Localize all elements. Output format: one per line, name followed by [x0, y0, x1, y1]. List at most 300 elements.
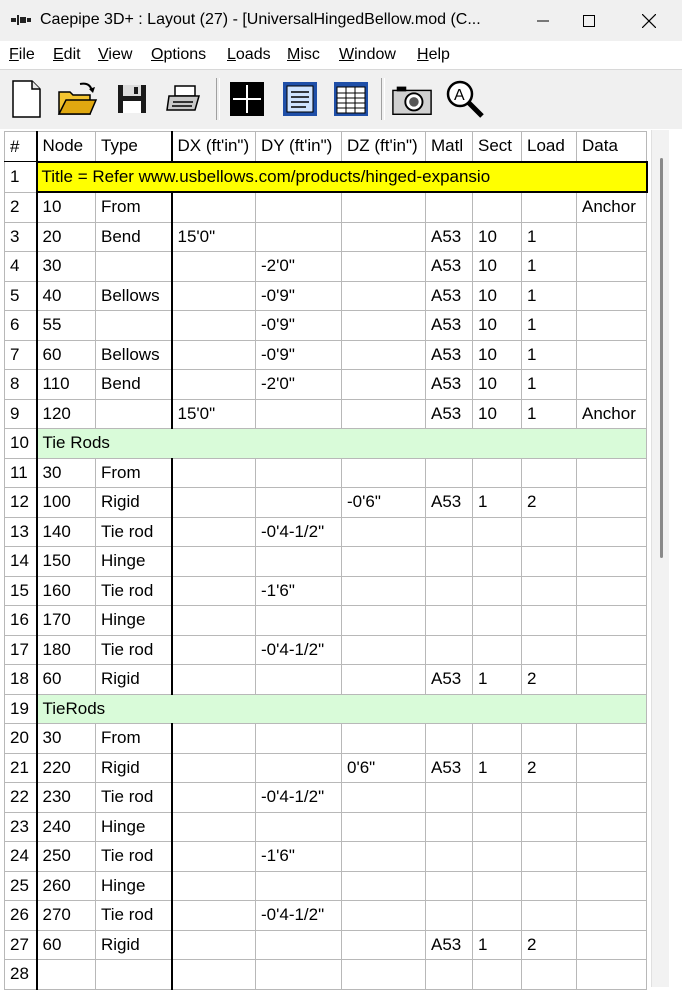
table-row: [5, 812, 647, 842]
cell-data[interactable]: [577, 606, 647, 636]
cell-type[interactable]: Rigid: [96, 665, 172, 695]
cell-sect[interactable]: 1: [473, 930, 522, 960]
cell-dy[interactable]: [256, 547, 342, 577]
cell-dx[interactable]: [172, 753, 256, 783]
cell-dz[interactable]: [342, 576, 426, 606]
cell-dz[interactable]: [342, 901, 426, 931]
cell-dy[interactable]: [256, 724, 342, 754]
cell-type[interactable]: Tie rod: [96, 783, 172, 813]
cell-node[interactable]: 260: [37, 871, 96, 901]
cell-matl[interactable]: A53: [426, 222, 473, 252]
cell-dy[interactable]: -1'6": [256, 576, 342, 606]
snapshot-button[interactable]: [391, 76, 433, 122]
table-row: [5, 635, 647, 665]
row-number: 4: [5, 252, 37, 282]
row-number: 28: [5, 960, 37, 990]
cell-type[interactable]: [96, 399, 172, 429]
cell-type[interactable]: [96, 311, 172, 341]
cell-matl[interactable]: A53: [426, 930, 473, 960]
cell-dx[interactable]: [172, 458, 256, 488]
cell-dy[interactable]: [256, 488, 342, 518]
new-file-button[interactable]: [5, 76, 47, 122]
cell-node[interactable]: 100: [37, 488, 96, 518]
cell-dx[interactable]: [172, 281, 256, 311]
row-number: 16: [5, 606, 37, 636]
cell-dz[interactable]: [342, 399, 426, 429]
cell-type[interactable]: Rigid: [96, 753, 172, 783]
cell-data[interactable]: [577, 458, 647, 488]
cell-node[interactable]: 230: [37, 783, 96, 813]
cell-data[interactable]: [577, 547, 647, 577]
cell-dy[interactable]: -0'9": [256, 281, 342, 311]
cell-sect[interactable]: 10: [473, 281, 522, 311]
cell-node[interactable]: 110: [37, 370, 96, 400]
cell-dx[interactable]: [172, 517, 256, 547]
cell-load[interactable]: [522, 635, 577, 665]
cell-dz[interactable]: [342, 960, 426, 990]
cell-dy[interactable]: [256, 960, 342, 990]
cell-node[interactable]: 30: [37, 724, 96, 754]
cell-matl[interactable]: [426, 960, 473, 990]
cell-node[interactable]: 40: [37, 281, 96, 311]
table-row: [5, 547, 647, 577]
cell-dz[interactable]: [342, 252, 426, 282]
table-row: [5, 222, 647, 252]
cell-node[interactable]: 250: [37, 842, 96, 872]
cell-type[interactable]: Bellows: [96, 340, 172, 370]
cell-dx[interactable]: [172, 930, 256, 960]
table-row: [5, 576, 647, 606]
cell-type[interactable]: Tie rod: [96, 842, 172, 872]
cell-load[interactable]: 1: [522, 399, 577, 429]
vertical-scrollbar[interactable]: [651, 130, 669, 987]
cell-dx[interactable]: [172, 665, 256, 695]
cell-matl[interactable]: A53: [426, 399, 473, 429]
table-row: [5, 606, 647, 636]
close-button[interactable]: [626, 0, 672, 41]
cell-data[interactable]: [577, 370, 647, 400]
scrollbar-thumb[interactable]: [660, 158, 663, 558]
cell-dy[interactable]: -0'9": [256, 340, 342, 370]
cell-dy[interactable]: [256, 665, 342, 695]
cell-dx[interactable]: [172, 783, 256, 813]
cell-matl[interactable]: [426, 842, 473, 872]
table-row: [5, 488, 647, 518]
row-number: 10: [5, 429, 37, 459]
cell-sect[interactable]: 1: [473, 665, 522, 695]
menu-file[interactable]: File: [9, 46, 35, 63]
col-header-node[interactable]: Node: [37, 132, 96, 162]
table-row: [5, 960, 647, 990]
cell-sect[interactable]: 10: [473, 311, 522, 341]
cell-dy[interactable]: -0'4-1/2": [256, 517, 342, 547]
cell-load[interactable]: [522, 960, 577, 990]
cell-matl[interactable]: A53: [426, 311, 473, 341]
cell-sect[interactable]: 1: [473, 753, 522, 783]
cell-sect[interactable]: [473, 635, 522, 665]
cell-load[interactable]: 1: [522, 370, 577, 400]
cell-dz[interactable]: [342, 842, 426, 872]
col-header-data[interactable]: Data: [577, 132, 647, 162]
cell-node[interactable]: 60: [37, 340, 96, 370]
cell-load[interactable]: [522, 547, 577, 577]
svg-text:A: A: [454, 87, 465, 104]
layout-table: [4, 131, 648, 990]
cell-load[interactable]: 2: [522, 753, 577, 783]
cell-load[interactable]: 1: [522, 340, 577, 370]
cell-sect[interactable]: [473, 547, 522, 577]
cell-dy[interactable]: -1'6": [256, 842, 342, 872]
cell-dz[interactable]: [342, 665, 426, 695]
cell-load[interactable]: [522, 842, 577, 872]
cell-load[interactable]: 2: [522, 930, 577, 960]
cell-data[interactable]: [577, 281, 647, 311]
cell-node[interactable]: 120: [37, 399, 96, 429]
cell-load[interactable]: 1: [522, 311, 577, 341]
cell-load[interactable]: [522, 606, 577, 636]
menu-misc[interactable]: Misc: [287, 46, 320, 63]
close-icon: [642, 14, 656, 28]
cell-sect[interactable]: [473, 576, 522, 606]
cell-matl[interactable]: [426, 606, 473, 636]
cell-dz[interactable]: [342, 930, 426, 960]
cell-matl[interactable]: [426, 724, 473, 754]
row-number: 14: [5, 547, 37, 577]
row-number: 26: [5, 901, 37, 931]
menu-view[interactable]: View: [98, 46, 133, 63]
cell-node[interactable]: 30: [37, 458, 96, 488]
cell-matl[interactable]: [426, 901, 473, 931]
layout-view-button[interactable]: [226, 76, 268, 122]
cell-type[interactable]: From: [96, 192, 172, 222]
cell-data[interactable]: Anchor: [577, 192, 647, 222]
cell-sect[interactable]: 10: [473, 340, 522, 370]
cell-dz[interactable]: [342, 724, 426, 754]
cell-load[interactable]: 1: [522, 281, 577, 311]
cell-data[interactable]: [577, 842, 647, 872]
cell-matl[interactable]: [426, 812, 473, 842]
cell-node[interactable]: 60: [37, 930, 96, 960]
open-file-button[interactable]: [56, 76, 98, 122]
cell-dy[interactable]: [256, 399, 342, 429]
menu-loads[interactable]: Loads: [227, 46, 271, 63]
cell-dy[interactable]: [256, 930, 342, 960]
row-number: 23: [5, 812, 37, 842]
cell-matl[interactable]: [426, 783, 473, 813]
cell-data[interactable]: [577, 783, 647, 813]
cell-node[interactable]: 150: [37, 547, 96, 577]
cell-sect[interactable]: [473, 842, 522, 872]
cell-node[interactable]: 270: [37, 901, 96, 931]
cell-dz[interactable]: [342, 547, 426, 577]
cell-load[interactable]: [522, 517, 577, 547]
cell-sect[interactable]: [473, 871, 522, 901]
cell-sect[interactable]: [473, 517, 522, 547]
cell-node[interactable]: 20: [37, 222, 96, 252]
cell-node[interactable]: 10: [37, 192, 96, 222]
cell-load[interactable]: 1: [522, 222, 577, 252]
cell-type[interactable]: Bend: [96, 370, 172, 400]
cell-load[interactable]: [522, 901, 577, 931]
col-header-load[interactable]: Load: [522, 132, 577, 162]
title-cell[interactable]: Title = Refer www.usbellows.com/products/hinged-expansio: [37, 162, 647, 193]
cell-node[interactable]: 170: [37, 606, 96, 636]
cell-sect[interactable]: [473, 960, 522, 990]
row-number: 15: [5, 576, 37, 606]
cell-dx[interactable]: [172, 311, 256, 341]
table-row: [5, 252, 647, 282]
cell-matl[interactable]: [426, 517, 473, 547]
cell-dy[interactable]: [256, 753, 342, 783]
cell-dz[interactable]: [342, 606, 426, 636]
cell-sect[interactable]: [473, 192, 522, 222]
cell-data[interactable]: [577, 311, 647, 341]
cell-dx[interactable]: [172, 871, 256, 901]
row-number: 8: [5, 370, 37, 400]
row-number: 19: [5, 694, 37, 724]
cell-data[interactable]: [577, 665, 647, 695]
cell-type[interactable]: From: [96, 458, 172, 488]
cell-matl[interactable]: [426, 192, 473, 222]
cell-node[interactable]: 55: [37, 311, 96, 341]
cell-load[interactable]: [522, 871, 577, 901]
cell-data[interactable]: [577, 871, 647, 901]
cell-data[interactable]: [577, 635, 647, 665]
caepipe-app-icon[interactable]: [10, 12, 32, 28]
cell-dz[interactable]: [342, 281, 426, 311]
cell-matl[interactable]: A53: [426, 340, 473, 370]
cell-load[interactable]: [522, 812, 577, 842]
cell-data[interactable]: [577, 252, 647, 282]
cell-matl[interactable]: A53: [426, 488, 473, 518]
cell-dx[interactable]: [172, 842, 256, 872]
table-row: [5, 517, 647, 547]
cell-load[interactable]: [522, 783, 577, 813]
col-header-dx[interactable]: DX (ft'in"): [172, 132, 256, 162]
cell-matl[interactable]: [426, 458, 473, 488]
cell-data[interactable]: [577, 724, 647, 754]
cell-matl[interactable]: A53: [426, 753, 473, 783]
cell-dz[interactable]: [342, 311, 426, 341]
list-view-button[interactable]: [279, 76, 321, 122]
cell-dy[interactable]: [256, 222, 342, 252]
cell-data[interactable]: [577, 960, 647, 990]
cell-dy[interactable]: -2'0": [256, 252, 342, 282]
cell-dz[interactable]: 0'6": [342, 753, 426, 783]
minimize-button[interactable]: [520, 0, 566, 41]
menu-options[interactable]: Options: [151, 46, 207, 63]
header-row: [5, 132, 647, 162]
cell-dy[interactable]: [256, 192, 342, 222]
cell-dx[interactable]: [172, 340, 256, 370]
save-disk-icon: [115, 82, 149, 116]
cell-dx[interactable]: [172, 960, 256, 990]
cell-dy[interactable]: -0'4-1/2": [256, 901, 342, 931]
cell-dz[interactable]: [342, 370, 426, 400]
cell-type[interactable]: Hinge: [96, 606, 172, 636]
cell-matl[interactable]: A53: [426, 281, 473, 311]
cell-dx[interactable]: [172, 488, 256, 518]
cell-dx[interactable]: [172, 901, 256, 931]
save-button[interactable]: [111, 76, 153, 122]
comment-cell[interactable]: TieRods: [37, 694, 647, 724]
cell-dz[interactable]: [342, 340, 426, 370]
title-bar: [0, 0, 682, 41]
cell-dx[interactable]: [172, 606, 256, 636]
cell-type[interactable]: Hinge: [96, 871, 172, 901]
cell-data[interactable]: [577, 576, 647, 606]
cell-sect[interactable]: 10: [473, 252, 522, 282]
cell-type[interactable]: Bend: [96, 222, 172, 252]
cell-dx[interactable]: [172, 370, 256, 400]
cell-sect[interactable]: [473, 606, 522, 636]
find-button[interactable]: [444, 76, 486, 122]
menu-help[interactable]: Help: [417, 46, 450, 63]
cell-dx[interactable]: [172, 252, 256, 282]
cell-dy[interactable]: [256, 606, 342, 636]
cell-data[interactable]: [577, 340, 647, 370]
cell-data[interactable]: [577, 901, 647, 931]
row-number: 21: [5, 753, 37, 783]
cell-dx[interactable]: [172, 576, 256, 606]
table-row: [5, 783, 647, 813]
cell-data[interactable]: [577, 517, 647, 547]
cell-type[interactable]: Rigid: [96, 930, 172, 960]
cell-load[interactable]: 2: [522, 488, 577, 518]
cell-matl[interactable]: [426, 635, 473, 665]
cell-node[interactable]: 220: [37, 753, 96, 783]
menu-edit[interactable]: Edit: [53, 46, 81, 63]
cell-dz[interactable]: [342, 517, 426, 547]
cell-sect[interactable]: [473, 458, 522, 488]
toolbar-separator: [381, 78, 385, 120]
col-header-dz[interactable]: DZ (ft'in"): [342, 132, 426, 162]
cell-node[interactable]: 240: [37, 812, 96, 842]
minimize-icon: [537, 15, 549, 27]
cell-load[interactable]: [522, 724, 577, 754]
title-row: [5, 162, 647, 193]
cell-data[interactable]: [577, 930, 647, 960]
cell-dx[interactable]: [172, 812, 256, 842]
comment-cell[interactable]: Tie Rods: [37, 429, 647, 459]
cell-type[interactable]: Tie rod: [96, 517, 172, 547]
cell-type[interactable]: [96, 960, 172, 990]
col-header-type[interactable]: Type: [96, 132, 172, 162]
cell-matl[interactable]: A53: [426, 665, 473, 695]
table-view-button[interactable]: [330, 76, 372, 122]
cell-sect[interactable]: [473, 724, 522, 754]
cell-load[interactable]: [522, 576, 577, 606]
cell-dy[interactable]: -2'0": [256, 370, 342, 400]
cell-dy[interactable]: [256, 812, 342, 842]
cell-dz[interactable]: [342, 458, 426, 488]
col-header-dy[interactable]: DY (ft'in"): [256, 132, 342, 162]
cell-dy[interactable]: -0'9": [256, 311, 342, 341]
row-number: 22: [5, 783, 37, 813]
cell-data[interactable]: [577, 753, 647, 783]
cell-node[interactable]: 140: [37, 517, 96, 547]
cell-sect[interactable]: [473, 812, 522, 842]
cell-dx[interactable]: [172, 635, 256, 665]
cell-node[interactable]: 160: [37, 576, 96, 606]
cell-dx[interactable]: 15'0": [172, 399, 256, 429]
col-header-number[interactable]: #: [5, 132, 37, 162]
cell-matl[interactable]: [426, 576, 473, 606]
cell-dx[interactable]: 15'0": [172, 222, 256, 252]
table-row: [5, 281, 647, 311]
cell-dy[interactable]: -0'4-1/2": [256, 635, 342, 665]
cell-data[interactable]: [577, 812, 647, 842]
maximize-button[interactable]: [566, 0, 612, 41]
row-number: 6: [5, 311, 37, 341]
cell-dx[interactable]: [172, 192, 256, 222]
cell-node[interactable]: 30: [37, 252, 96, 282]
cell-data[interactable]: [577, 488, 647, 518]
cell-type[interactable]: Rigid: [96, 488, 172, 518]
cell-sect[interactable]: [473, 901, 522, 931]
cell-matl[interactable]: [426, 547, 473, 577]
cell-dy[interactable]: [256, 458, 342, 488]
cell-node[interactable]: [37, 960, 96, 990]
cell-dz[interactable]: [342, 635, 426, 665]
col-header-sect[interactable]: Sect: [473, 132, 522, 162]
table-row: [5, 930, 647, 960]
row-number: 2: [5, 192, 37, 222]
row-number: 11: [5, 458, 37, 488]
cell-dz[interactable]: [342, 192, 426, 222]
cell-sect[interactable]: 10: [473, 222, 522, 252]
cell-type[interactable]: Tie rod: [96, 635, 172, 665]
cell-type[interactable]: [96, 252, 172, 282]
cell-type[interactable]: Hinge: [96, 547, 172, 577]
cell-dz[interactable]: [342, 812, 426, 842]
cell-type[interactable]: Tie rod: [96, 576, 172, 606]
cell-sect[interactable]: 10: [473, 370, 522, 400]
cell-dz[interactable]: [342, 222, 426, 252]
cell-dx[interactable]: [172, 547, 256, 577]
cell-dz[interactable]: -0'6": [342, 488, 426, 518]
cell-data[interactable]: Anchor: [577, 399, 647, 429]
cell-dy[interactable]: -0'4-1/2": [256, 783, 342, 813]
cell-dz[interactable]: [342, 783, 426, 813]
cell-sect[interactable]: 10: [473, 399, 522, 429]
cell-data[interactable]: [577, 222, 647, 252]
cell-dz[interactable]: [342, 871, 426, 901]
cell-type[interactable]: Tie rod: [96, 901, 172, 931]
print-button[interactable]: [163, 76, 205, 122]
cell-load[interactable]: [522, 458, 577, 488]
cell-sect[interactable]: 1: [473, 488, 522, 518]
col-header-matl[interactable]: Matl: [426, 132, 473, 162]
cell-dx[interactable]: [172, 724, 256, 754]
cell-matl[interactable]: [426, 871, 473, 901]
cell-matl[interactable]: A53: [426, 370, 473, 400]
cell-node[interactable]: 60: [37, 665, 96, 695]
table-row: [5, 665, 647, 695]
cell-node[interactable]: 180: [37, 635, 96, 665]
cell-sect[interactable]: [473, 783, 522, 813]
magnifier-icon: [444, 78, 486, 120]
cell-type[interactable]: From: [96, 724, 172, 754]
cell-load[interactable]: 2: [522, 665, 577, 695]
cell-dy[interactable]: [256, 871, 342, 901]
cell-matl[interactable]: A53: [426, 252, 473, 282]
cell-load[interactable]: [522, 192, 577, 222]
cell-type[interactable]: Hinge: [96, 812, 172, 842]
cell-type[interactable]: Bellows: [96, 281, 172, 311]
cell-load[interactable]: 1: [522, 252, 577, 282]
menu-window[interactable]: Window: [339, 46, 396, 63]
